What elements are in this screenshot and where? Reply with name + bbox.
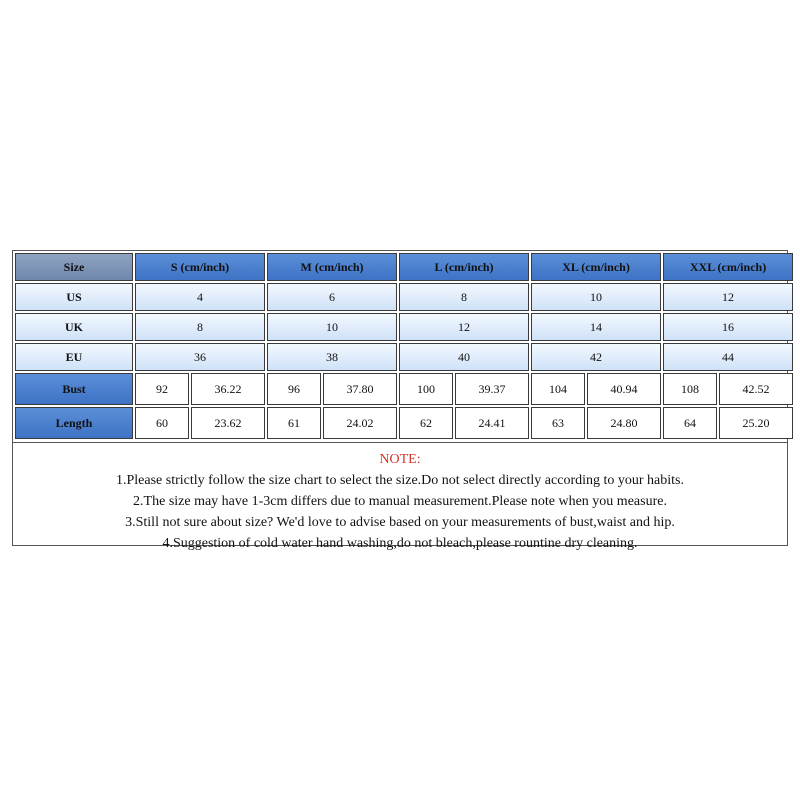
table-cell: 42	[531, 343, 661, 371]
table-cell: 39.37	[455, 373, 529, 405]
table-cell: 23.62	[191, 407, 265, 439]
table-cell: 8	[135, 313, 265, 341]
table-cell: 24.41	[455, 407, 529, 439]
size-header: XXL (cm/inch)	[663, 253, 793, 281]
table-row-eu	[15, 343, 793, 371]
table-cell: 61	[267, 407, 321, 439]
table-cell: 25.20	[719, 407, 793, 439]
table-cell: 6	[267, 283, 397, 311]
note-title: NOTE:	[379, 452, 421, 467]
table-cell: 4	[135, 283, 265, 311]
table-cell: 62	[399, 407, 453, 439]
table-row-uk	[15, 313, 793, 341]
header-row	[15, 253, 793, 281]
table-cell: 24.80	[587, 407, 661, 439]
size-header: S (cm/inch)	[135, 253, 265, 281]
size-table	[13, 251, 795, 441]
note-line: 1.Please strictly follow the size chart to select the size.Do not select directly according to your habits.	[116, 473, 684, 488]
table-cell: 37.80	[323, 373, 397, 405]
table-cell: 100	[399, 373, 453, 405]
table-cell: 60	[135, 407, 189, 439]
size-chart	[12, 250, 788, 551]
table-cell: 64	[663, 407, 717, 439]
table-cell: 10	[267, 313, 397, 341]
table-cell: 108	[663, 373, 717, 405]
table-cell: 63	[531, 407, 585, 439]
table-cell: 12	[399, 313, 529, 341]
size-header: XL (cm/inch)	[531, 253, 661, 281]
table-cell: 8	[399, 283, 529, 311]
table-cell: 36	[135, 343, 265, 371]
table-row-us	[15, 283, 793, 311]
size-header: L (cm/inch)	[399, 253, 529, 281]
table-cell: 14	[531, 313, 661, 341]
table-cell: 42.52	[719, 373, 793, 405]
table-cell: 44	[663, 343, 793, 371]
table-row-bust	[15, 373, 793, 405]
table-cell: 24.02	[323, 407, 397, 439]
table-cell: 10	[531, 283, 661, 311]
table-cell: 16	[663, 313, 793, 341]
table-cell: 92	[135, 373, 189, 405]
table-row-length	[15, 407, 793, 439]
row-label: US	[15, 283, 133, 311]
table-cell: 38	[267, 343, 397, 371]
row-label: Bust	[15, 373, 133, 405]
size-header: M (cm/inch)	[267, 253, 397, 281]
notes-section	[13, 442, 787, 554]
size-corner-label: Size	[15, 253, 133, 281]
table-cell: 104	[531, 373, 585, 405]
row-label: Length	[15, 407, 133, 439]
note-line: 4.Suggestion of cold water hand washing,do not bleach,please rountine dry cleaning.	[162, 536, 638, 551]
note-line: 2.The size may have 1-3cm differs due to manual measurement.Please note when you measure.	[133, 494, 667, 509]
table-cell: 40	[399, 343, 529, 371]
table-cell: 12	[663, 283, 793, 311]
table-cell: 36.22	[191, 373, 265, 405]
row-label: EU	[15, 343, 133, 371]
note-line: 3.Still not sure about size? We'd love to advise based on your measurements of bust,waist and hip.	[125, 515, 675, 530]
table-cell: 40.94	[587, 373, 661, 405]
row-label: UK	[15, 313, 133, 341]
table-cell: 96	[267, 373, 321, 405]
